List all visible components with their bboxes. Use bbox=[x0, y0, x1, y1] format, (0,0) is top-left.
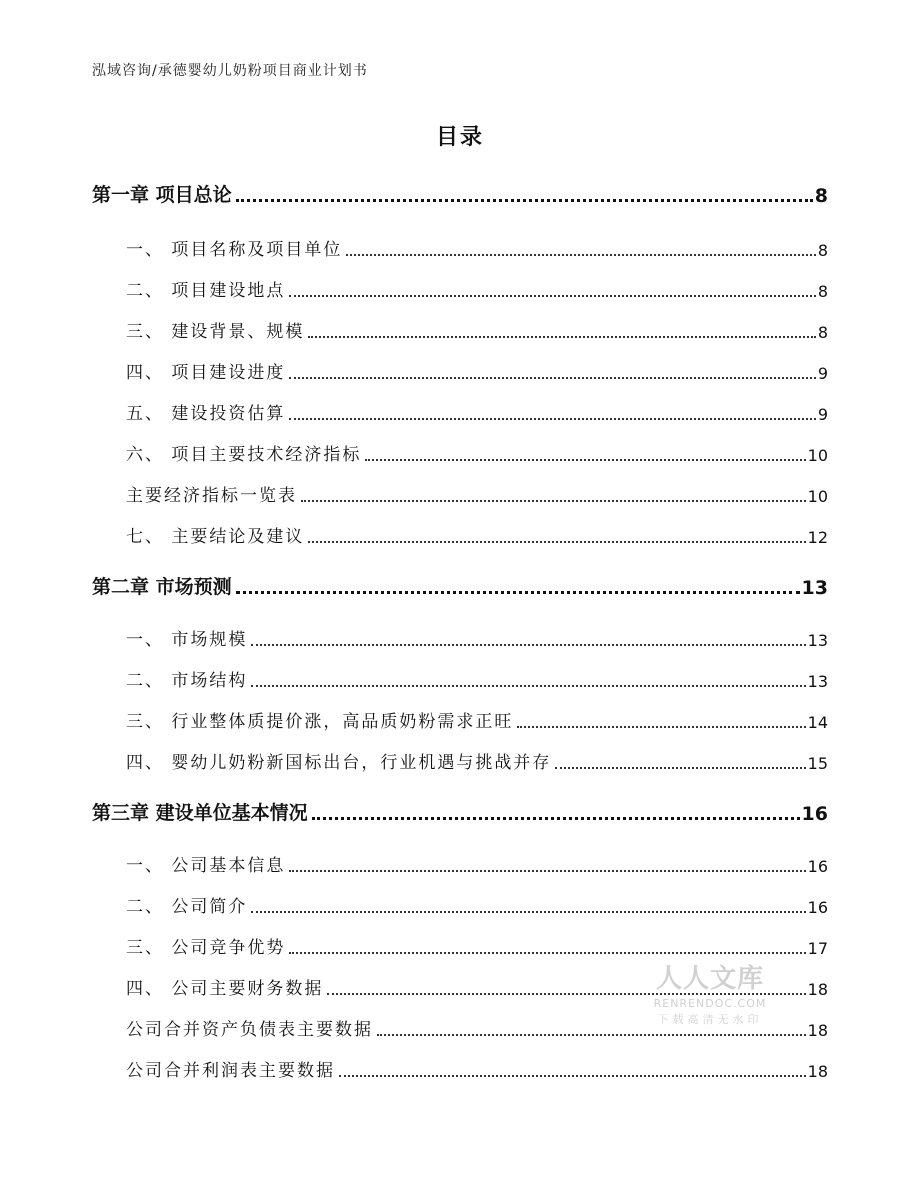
dot-leader bbox=[289, 870, 805, 872]
dot-leader bbox=[236, 591, 800, 594]
toc-chapter-2[interactable] bbox=[92, 572, 828, 599]
toc-chapter-label: 第二章 市场预测 bbox=[92, 576, 232, 598]
dot-leader bbox=[289, 295, 815, 297]
toc-page-number: 8 bbox=[817, 241, 828, 260]
toc-entry-label: 四、 公司主要财务数据 bbox=[126, 979, 324, 999]
toc-title: 目录 bbox=[435, 125, 484, 150]
toc-entry-label: 二、 公司简介 bbox=[126, 897, 248, 917]
dot-leader bbox=[289, 377, 815, 379]
toc-entry[interactable] bbox=[126, 399, 828, 424]
toc-entry-label: 二、 市场结构 bbox=[126, 671, 248, 691]
toc-chapter-3[interactable] bbox=[92, 798, 828, 825]
dot-leader bbox=[312, 817, 800, 820]
toc-entry-label: 二、 项目建设地点 bbox=[126, 281, 286, 301]
watermark-tagline: 下载高清无水印 bbox=[657, 1013, 763, 1026]
running-header: 泓域咨询/承德婴幼儿奶粉项目商业计划书 bbox=[92, 63, 368, 79]
toc-entry[interactable] bbox=[126, 748, 828, 773]
toc-chapter-label: 第三章 建设单位基本情况 bbox=[92, 802, 308, 824]
toc-entry-label: 三、 行业整体质提价涨，高品质奶粉需求正旺 bbox=[126, 712, 514, 732]
dot-leader bbox=[251, 685, 805, 687]
toc-entry-label: 一、 市场规模 bbox=[126, 630, 248, 650]
toc-entry-label: 公司合并资产负债表主要数据 bbox=[126, 1020, 373, 1040]
dot-leader bbox=[301, 500, 806, 502]
toc-page-number: 18 bbox=[807, 980, 828, 999]
toc-chapter-1[interactable] bbox=[92, 180, 828, 207]
toc-page-number: 18 bbox=[807, 1062, 828, 1081]
toc-entry[interactable] bbox=[126, 933, 828, 958]
toc-page-number: 9 bbox=[817, 405, 828, 424]
toc-page-number: 13 bbox=[801, 577, 828, 599]
toc-page-number: 14 bbox=[807, 713, 828, 732]
toc-page-number: 18 bbox=[807, 1021, 828, 1040]
dot-leader bbox=[289, 952, 805, 954]
dot-leader bbox=[365, 459, 805, 461]
toc-page-number: 16 bbox=[807, 898, 828, 917]
toc-page-number: 8 bbox=[817, 323, 828, 342]
toc-entry[interactable] bbox=[126, 317, 828, 342]
dot-leader bbox=[236, 199, 813, 202]
toc-entry[interactable] bbox=[126, 707, 828, 732]
dot-leader bbox=[251, 644, 805, 646]
toc-entry-label: 五、 建设投资估算 bbox=[126, 404, 286, 424]
toc-page-number: 13 bbox=[807, 672, 828, 691]
toc-page-number: 17 bbox=[807, 939, 828, 958]
toc-entry[interactable] bbox=[126, 481, 828, 506]
toc-entry-label: 四、 项目建设进度 bbox=[126, 363, 286, 383]
toc-page-number: 15 bbox=[807, 754, 828, 773]
toc-entry-label: 三、 建设背景、规模 bbox=[126, 322, 305, 342]
toc-entry-label: 六、 项目主要技术经济指标 bbox=[126, 445, 362, 465]
toc-page-number: 13 bbox=[807, 631, 828, 650]
toc-entry[interactable] bbox=[126, 276, 828, 301]
dot-leader bbox=[377, 1034, 806, 1036]
toc-entry[interactable] bbox=[126, 358, 828, 383]
toc-entry[interactable] bbox=[126, 892, 828, 917]
dot-leader bbox=[251, 911, 805, 913]
dot-leader bbox=[555, 767, 805, 769]
toc-page-number: 10 bbox=[807, 487, 828, 506]
toc-entry[interactable] bbox=[126, 851, 828, 876]
watermark-site: RENRENDOC.COM bbox=[653, 997, 767, 1010]
toc-page-number: 16 bbox=[807, 857, 828, 876]
toc-page-number: 16 bbox=[801, 803, 828, 825]
watermark bbox=[645, 958, 775, 1027]
toc-entry[interactable] bbox=[126, 522, 828, 547]
toc-page-number: 12 bbox=[807, 528, 828, 547]
toc-entry-label: 七、 主要结论及建议 bbox=[126, 527, 305, 547]
toc-entry-label: 一、 项目名称及项目单位 bbox=[126, 240, 343, 260]
dot-leader bbox=[346, 254, 815, 256]
toc-entry[interactable] bbox=[126, 1056, 828, 1081]
toc-entry[interactable] bbox=[126, 625, 828, 650]
toc-page-number: 10 bbox=[807, 446, 828, 465]
dot-leader bbox=[517, 726, 805, 728]
toc-entry-label: 四、 婴幼儿奶粉新国标出台，行业机遇与挑战并存 bbox=[126, 753, 552, 773]
toc-entry[interactable] bbox=[126, 666, 828, 691]
watermark-logo: 人人文库 bbox=[655, 964, 764, 994]
toc-entry[interactable] bbox=[126, 235, 828, 260]
dot-leader bbox=[289, 418, 815, 420]
toc-entry-label: 三、 公司竞争优势 bbox=[126, 938, 286, 958]
toc-entry-label: 一、 公司基本信息 bbox=[126, 856, 286, 876]
toc-entry-label: 公司合并利润表主要数据 bbox=[126, 1061, 335, 1081]
toc-page-number: 8 bbox=[817, 282, 828, 301]
dot-leader bbox=[339, 1075, 806, 1077]
toc-entry[interactable] bbox=[126, 440, 828, 465]
toc-page-number: 8 bbox=[814, 185, 828, 207]
toc-entry-label: 主要经济指标一览表 bbox=[126, 486, 297, 506]
toc-chapter-label: 第一章 项目总论 bbox=[92, 184, 232, 206]
dot-leader bbox=[308, 336, 815, 338]
toc-page-number: 9 bbox=[817, 364, 828, 383]
dot-leader bbox=[308, 541, 805, 543]
